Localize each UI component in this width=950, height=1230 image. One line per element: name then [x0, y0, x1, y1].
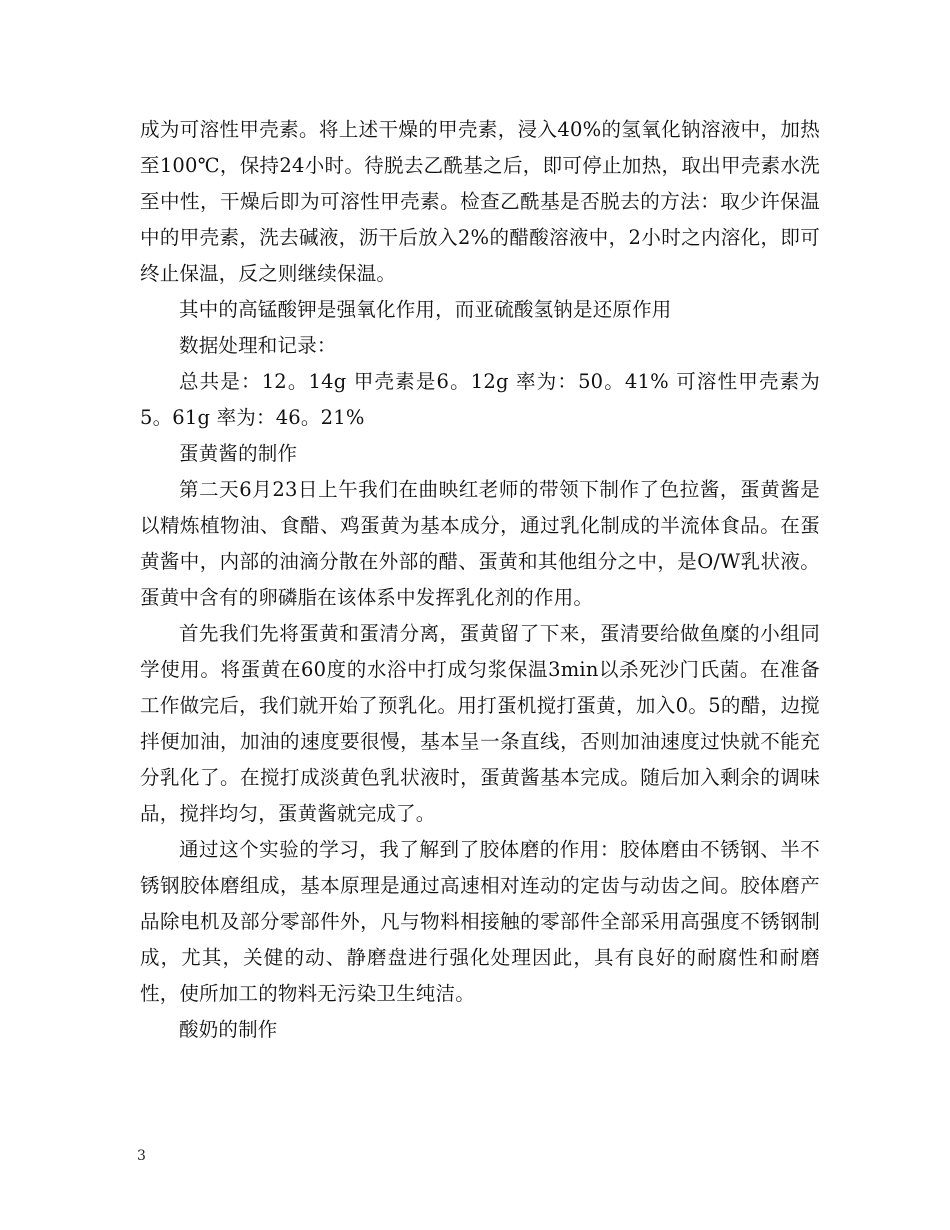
paragraph-mayonnaise-intro: 第二天6月23日上午我们在曲映红老师的带领下制作了色拉酱，蛋黄酱是以精炼植物油、食醋、鸡蛋黄为基本成分，通过乳化制成的半流体食品。在蛋黄酱中，内部的油滴分散在外部的醋、蛋黄和其他组分之中，是O/W乳状液。蛋黄中含有的卵磷脂在该体系中发挥乳化剂的作用。 [140, 478, 820, 609]
paragraph-data-results: 总共是：12。14g 甲壳素是6。12g 率为：50。41% 可溶性甲壳素为5。61g 率为：46。21% [140, 370, 820, 429]
paragraph-reagent-roles: 其中的高锰酸钾是强氧化作用，而亚硫酸氢钠是还原作用 [179, 298, 672, 321]
paragraph-colloid-mill: 通过这个实验的学习，我了解到了胶体磨的作用：胶体磨由不锈钢、半不锈钢胶体磨组成，基本原理是通过高速相对连动的定齿与动齿之间。胶体磨产品除电机及部分零部件外，凡与物料相接触的零部件全部采用高强度不锈钢制成，尤其，关健的动、静磨盘进行强化处理因此，具有良好的耐腐性和耐磨性，使所加工的物料无污染卫生纯洁。 [140, 838, 820, 1005]
page-number: 3 [137, 1148, 146, 1164]
paragraph-data-heading: 数据处理和记录： [179, 334, 337, 357]
section-heading-yogurt: 酸奶的制作 [179, 1018, 278, 1041]
section-heading-mayonnaise: 蛋黄酱的制作 [179, 442, 298, 465]
document-body [140, 112, 820, 1048]
paragraph-mayonnaise-procedure: 首先我们先将蛋黄和蛋清分离，蛋黄留了下来，蛋清要给做鱼糜的小组同学使用。将蛋黄在60度的水浴中打成匀浆保温3min以杀死沙门氏菌。在准备工作做完后，我们就开始了预乳化。用打蛋机搅打蛋黄，加入0。5的醋，边搅拌便加油，加油的速度要很慢，基本呈一条直线，否则加油速度过快就不能充分乳化了。在搅打成淡黄色乳状液时，蛋黄酱基本完成。随后加入剩余的调味品，搅拌均匀，蛋黄酱就完成了。 [140, 622, 820, 825]
paragraph-chitin-preparation: 成为可溶性甲壳素。将上述干燥的甲壳素，浸入40%的氢氧化钠溶液中，加热至100℃，保持24小时。待脱去乙酰基之后，即可停止加热，取出甲壳素水洗至中性，干燥后即为可溶性甲壳素。检查乙酰基是否脱去的方法：取少许保温中的甲壳素，洗去碱液，沥干后放入2%的醋酸溶液中，2小时之内溶化，即可终止保温，反之则继续保温。 [140, 118, 820, 285]
